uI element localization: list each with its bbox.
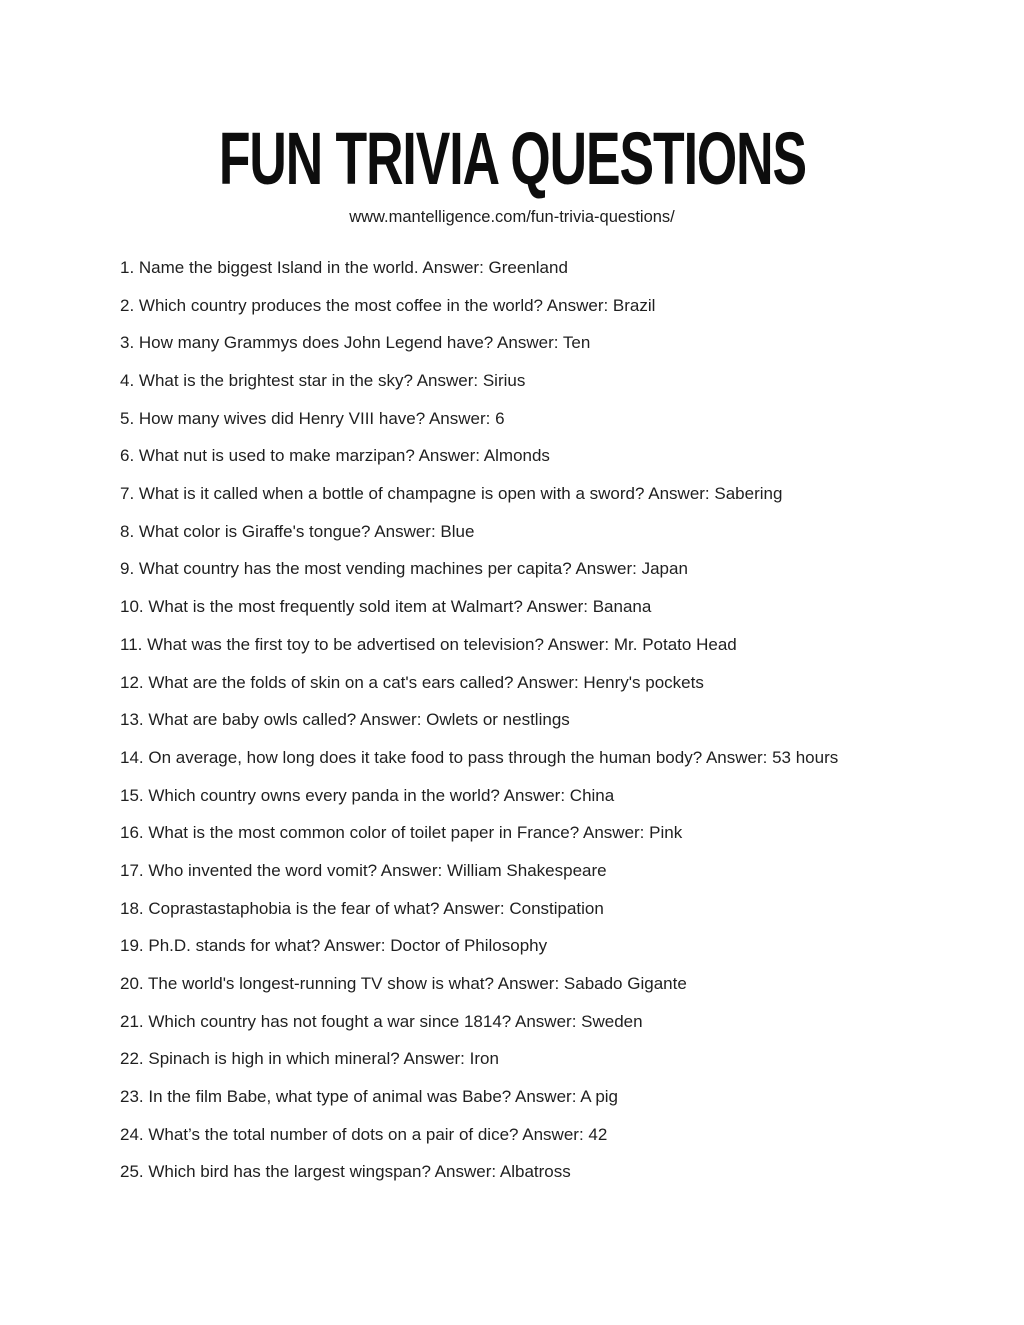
trivia-item: 19. Ph.D. stands for what? Answer: Doctor of Philosophy	[120, 936, 548, 956]
trivia-item: 14. On average, how long does it take food to pass through the human body? Answer: 53 hours	[120, 747, 839, 767]
trivia-item: 4. What is the brightest star in the sky? Answer: Sirius	[120, 371, 526, 391]
trivia-item: 11. What was the first toy to be advertised on television? Answer: Mr. Potato Head	[120, 634, 737, 654]
trivia-item: 2. Which country produces the most coffee in the world? Answer: Brazil	[120, 295, 656, 315]
trivia-item: 24. What’s the total number of dots on a pair of dice? Answer: 42	[120, 1124, 608, 1144]
page-title-text: FUN TRIVIA QUESTIONS	[218, 117, 806, 200]
trivia-item: 18. Coprastastaphobia is the fear of what? Answer: Constipation	[120, 898, 604, 918]
trivia-item: 7. What is it called when a bottle of champagne is open with a sword? Answer: Sabering	[120, 484, 783, 504]
trivia-item: 23. In the film Babe, what type of animal was Babe? Answer: A pig	[120, 1087, 619, 1107]
trivia-item: 1. Name the biggest Island in the world. Answer: Greenland	[120, 257, 568, 277]
trivia-item: 10. What is the most frequently sold item at Walmart? Answer: Banana	[120, 597, 652, 617]
trivia-list	[0, 258, 1024, 1183]
trivia-item: 20. The world's longest-running TV show is what? Answer: Sabado Gigante	[120, 974, 687, 994]
trivia-item: 8. What color is Giraffe's tongue? Answer: Blue	[120, 521, 475, 541]
trivia-item: 16. What is the most common color of toilet paper in France? Answer: Pink	[120, 823, 683, 843]
trivia-item: 9. What country has the most vending machines per capita? Answer: Japan	[120, 559, 688, 579]
page-title	[0, 117, 1024, 200]
trivia-item: 15. Which country owns every panda in the world? Answer: China	[120, 785, 615, 805]
trivia-item: 6. What nut is used to make marzipan? Answer: Almonds	[120, 446, 550, 466]
trivia-item: 3. How many Grammys does John Legend have? Answer: Ten	[120, 333, 591, 353]
trivia-item: 17. Who invented the word vomit? Answer: William Shakespeare	[120, 860, 607, 880]
trivia-item: 5. How many wives did Henry VIII have? Answer: 6	[120, 408, 505, 428]
trivia-item: 21. Which country has not fought a war since 1814? Answer: Sweden	[120, 1011, 643, 1031]
trivia-item: 13. What are baby owls called? Answer: Owlets or nestlings	[120, 710, 570, 730]
source-url: www.mantelligence.com/fun-trivia-questions/	[349, 208, 675, 226]
trivia-item: 12. What are the folds of skin on a cat's ears called? Answer: Henry's pockets	[120, 672, 704, 692]
trivia-item: 22. Spinach is high in which mineral? Answer: Iron	[120, 1049, 499, 1069]
trivia-item: 25. Which bird has the largest wingspan? Answer: Albatross	[120, 1162, 571, 1182]
document-header	[0, 0, 1024, 227]
